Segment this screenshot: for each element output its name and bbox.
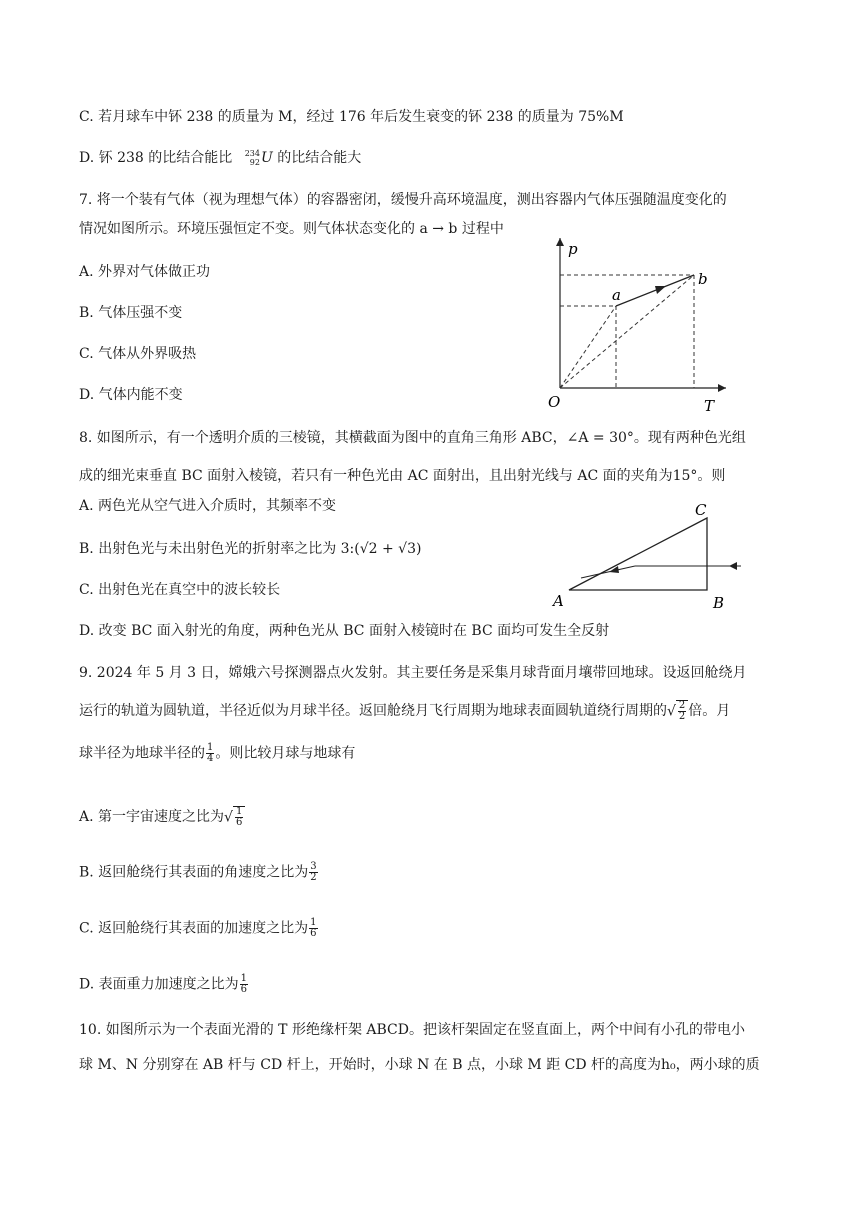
vertex-b-label: B xyxy=(713,594,725,612)
process-arrow xyxy=(655,286,666,294)
q9-option-a: A. 第一宇宙速度之比为√ $\frac{1}{6}$ xyxy=(79,806,245,828)
origin-label: O xyxy=(548,393,561,411)
option-d-prev: D. 钚 238 的比结合能比 234 92 U 的比结合能大 xyxy=(79,149,362,167)
process-a-to-b xyxy=(616,275,694,306)
q9-stem-line2: 运行的轨道为圆轨道，半径近似为月球半径。返回舱绕月飞行周期为地球表面圆轨道绕行周期的√ $\frac{2}{2}$ 倍。月 xyxy=(79,700,731,722)
q7-option-a: A. 外界对气体做正功 xyxy=(79,264,211,280)
p-axis-arrow xyxy=(556,238,564,246)
p-axis-label: p xyxy=(568,240,578,258)
q9-stem-line3: 球半径为地球半径的 $\frac{1}{4}$ 。则比较月球与地球有 xyxy=(79,742,356,764)
q7-option-b: B. 气体压强不变 xyxy=(79,305,183,321)
pt-graph-figure xyxy=(540,232,730,414)
prism-triangle xyxy=(569,518,707,590)
vertex-a-label: A xyxy=(553,592,564,610)
sqrt-expression: √ $\frac{2}{2}$ xyxy=(667,700,688,722)
q9-stem-line1: 9. 2024 年 5 月 3 日，嫦娥六号探测器点火发射。其主要任务是采集月球背面月壤带回地球。设返回舱绕月 xyxy=(79,665,747,681)
dash-origin-to-a xyxy=(560,306,616,388)
q10-stem-line1: 10. 如图所示为一个表面光滑的 T 形绝缘杆架 ABCD。把该杆架固定在竖直面上，两个中间有小孔的带电小 xyxy=(79,1022,745,1038)
option-c-prev: C. 若月球车中钚 238 的质量为 M，经过 176 年后发生衰变的钚 238 的质量为 75%M xyxy=(79,109,624,125)
q7-option-d: D. 气体内能不变 xyxy=(79,387,183,403)
q7-option-c: C. 气体从外界吸热 xyxy=(79,346,197,362)
point-a-label: a xyxy=(612,286,621,304)
emergent-ray xyxy=(581,566,635,578)
q7-stem-line2: 情况如图所示。环境压强恒定不变。则气体状态变化的 a → b 过程中 xyxy=(79,221,504,237)
q7-stem-line1: 7. 将一个装有气体（视为理想气体）的容器密闭，缓慢升高环境温度，测出容器内气体压强随温度变化的 xyxy=(79,192,727,208)
q8-stem-line1: 8. 如图所示，有一个透明介质的三棱镜，其横截面为图中的直角三角形 ABC，∠A = 30°。现有两种色光组 xyxy=(79,430,746,446)
q8-option-b: B. 出射色光与未出射色光的折射率之比为 3:(√2 + √3) xyxy=(79,541,422,557)
point-b-label: b xyxy=(698,270,708,288)
q10-stem-line2: 球 M、N 分别穿在 AB 杆与 CD 杆上，开始时，小球 N 在 B 点，小球 M 距 CD 杆的高度为h₀，两小球的质 xyxy=(79,1057,760,1073)
q8-option-c: C. 出射色光在真空中的波长较长 xyxy=(79,582,281,598)
q9-option-c: C. 返回舱绕行其表面的加速度之比为 $\frac{1}{6}$ xyxy=(79,917,317,939)
q8-option-d: D. 改变 BC 面入射光的角度，两种色光从 BC 面射入棱镜时在 BC 面均可发生全反射 xyxy=(79,623,610,639)
isotope-notation: 234 92 xyxy=(244,149,260,167)
t-axis-label: T xyxy=(704,397,715,414)
prism-figure xyxy=(545,500,750,612)
vertex-c-label: C xyxy=(695,501,707,519)
q9-option-b: B. 返回舱绕行其表面的角速度之比为 $\frac{3}{2}$ xyxy=(79,861,317,883)
t-axis-arrow xyxy=(718,384,726,392)
q8-stem-line2: 成的细光束垂直 BC 面射入棱镜，若只有一种色光由 AC 面射出，且出射光线与 AC 面的夹角为15°。则 xyxy=(79,468,726,484)
dash-origin-to-b xyxy=(560,275,694,388)
q9-option-d: D. 表面重力加速度之比为 $\frac{1}{6}$ xyxy=(79,973,248,995)
q8-option-a: A. 两色光从空气进入介质时，其频率不变 xyxy=(79,498,337,514)
incident-ray-arrow xyxy=(729,562,737,570)
